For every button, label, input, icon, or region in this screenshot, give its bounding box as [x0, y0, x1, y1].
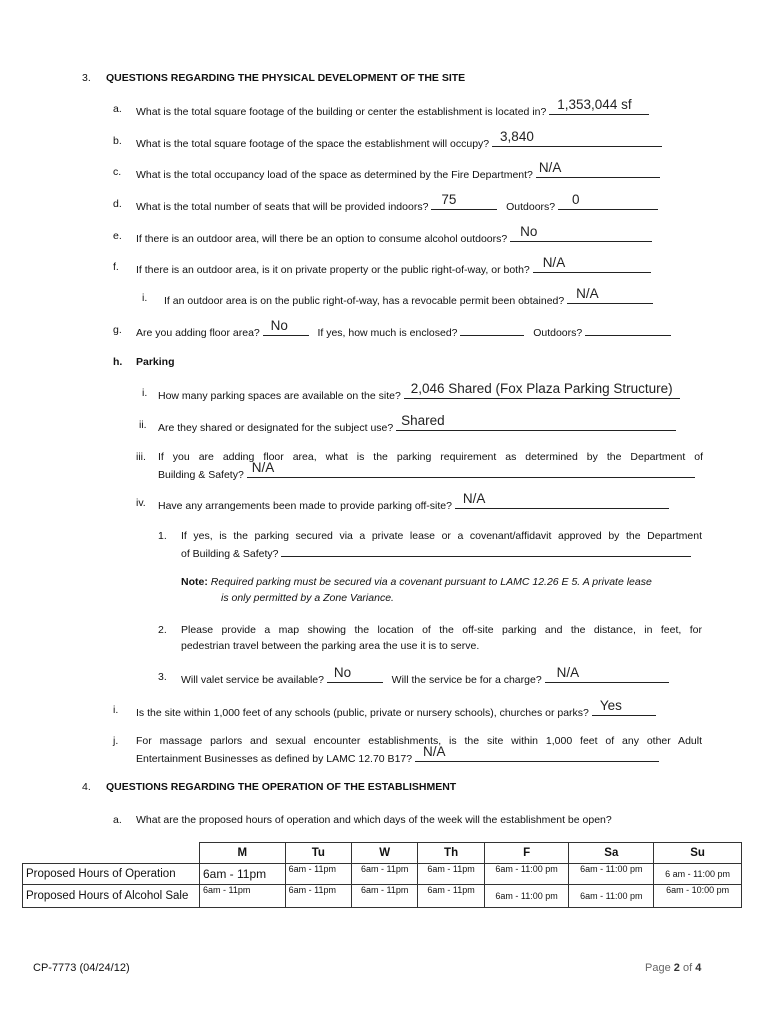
day-header-su: Su	[654, 843, 742, 864]
parking-iv-3-valet-field[interactable]	[327, 665, 383, 683]
hours-table-header-row	[23, 843, 742, 864]
hours-cell[interactable]: 6am - 11pm	[418, 885, 484, 908]
item-h-label: h.	[113, 356, 123, 368]
hours-cell[interactable]: 6 am - 11:00 pm	[654, 864, 742, 885]
section-3-title: QUESTIONS REGARDING THE PHYSICAL DEVELOPMENT OF THE SITE	[106, 72, 466, 84]
section-4-a-label: a.	[113, 814, 122, 826]
section-4-title: QUESTIONS REGARDING THE OPERATION OF THE ESTABLISHMENT	[106, 781, 457, 793]
parking-iv-1-answer-field[interactable]	[281, 545, 691, 557]
item-f-i-question-text: If an outdoor area is on the public right-of-way, has a revocable permit been obtained?	[164, 295, 565, 307]
parking-iii-answer: N/A	[251, 460, 275, 475]
parking-iv-2-question-line2: pedestrian travel between the parking area the use it is to serve.	[181, 640, 480, 652]
form-id: CP-7773 (04/24/12)	[33, 962, 130, 974]
parking-iv-3-charge-text: Will the service be for a charge?	[391, 674, 542, 686]
item-g-answer: No	[270, 318, 288, 333]
note	[181, 576, 652, 588]
parking-iv-3-charge-field[interactable]	[545, 665, 669, 683]
hours-cell[interactable]: 6am - 10:00 pm	[654, 885, 742, 908]
item-a-answer-field[interactable]	[549, 97, 649, 115]
item-d-outdoors-label: Outdoors?	[506, 201, 556, 213]
hours-cell[interactable]: 6am - 11pm	[352, 885, 418, 908]
item-j-label: j.	[113, 735, 119, 747]
item-j-question-line2	[136, 744, 659, 765]
parking-i-answer-field[interactable]	[404, 381, 680, 399]
item-c-question-text: What is the total occupancy load of the space as determined by the Fire Department?	[136, 169, 533, 181]
item-d-outdoor-answer: 0	[572, 192, 580, 207]
item-a-label: a.	[113, 103, 122, 115]
item-e-label: e.	[113, 230, 122, 242]
item-a-question	[136, 97, 649, 118]
parking-iv-question-text: Have any arrangements been made to provide parking off-site?	[158, 500, 452, 512]
parking-ii-question-text: Are they shared or designated for the subject use?	[158, 422, 394, 434]
item-a-question-text: What is the total square footage of the building or center the establishment is located in?	[136, 106, 547, 118]
parking-iii-question-line1: If you are adding floor area, what is the parking requirement as determined by the Department of	[158, 451, 703, 463]
hours-cell[interactable]: 6am - 11pm	[285, 885, 351, 908]
section-4-number: 4.	[82, 781, 91, 793]
item-b-question	[136, 129, 662, 150]
item-d-label: d.	[113, 198, 122, 210]
parking-iv-3-valet-text: Will valet service be available?	[181, 674, 324, 686]
item-g-answer-field[interactable]	[263, 318, 309, 336]
item-i-answer-field[interactable]	[592, 698, 656, 716]
page-indicator	[645, 962, 701, 974]
hours-cell[interactable]: 6am - 11:00 pm	[569, 885, 654, 908]
item-b-label: b.	[113, 135, 122, 147]
item-f-answer: N/A	[542, 255, 566, 270]
day-header-f: F	[484, 843, 569, 864]
parking-iv-3-label: 3.	[158, 671, 167, 683]
parking-iv-1-question-text: of Building & Safety?	[181, 548, 279, 560]
item-i-label: i.	[113, 704, 119, 716]
item-d-indoor-answer: 75	[441, 192, 457, 207]
item-f-i-question	[164, 286, 653, 307]
item-g-outdoors-label: Outdoors?	[533, 327, 583, 339]
parking-ii-label: ii.	[139, 419, 147, 431]
hours-cell[interactable]: 6am - 11pm	[200, 864, 286, 885]
item-f-i-label: i.	[142, 292, 148, 304]
item-d-question-text: What is the total number of seats that will be provided indoors?	[136, 201, 429, 213]
parking-iv-answer-field[interactable]	[455, 491, 669, 509]
day-header-w: W	[352, 843, 418, 864]
parking-iii-question-text: Building & Safety?	[158, 469, 244, 481]
item-g-enclosed-label: If yes, how much is enclosed?	[317, 327, 458, 339]
parking-iv-3-charge-answer: N/A	[556, 665, 580, 680]
item-f-question	[136, 255, 651, 276]
item-c-answer: N/A	[538, 160, 562, 175]
parking-ii-answer-field[interactable]	[396, 413, 676, 431]
item-d-question	[136, 192, 658, 213]
item-e-answer-field[interactable]	[510, 224, 652, 242]
day-header-sa: Sa	[569, 843, 654, 864]
parking-iv-1-question-line1: If yes, is the parking secured via a private lease or a covenant/affidavit approved by the Department	[181, 530, 702, 542]
item-f-answer-field[interactable]	[533, 255, 651, 273]
item-g-label: g.	[113, 324, 122, 336]
item-c-question	[136, 160, 660, 181]
item-g-enclosed-field[interactable]	[460, 324, 524, 336]
item-j-question-text: Entertainment Businesses as defined by LAMC 12.70 B17?	[136, 753, 413, 765]
item-j-question-line1: For massage parlors and sexual encounter establishments, is the site within 1,000 feet of any other Adult	[136, 735, 702, 747]
note-text-line1: Required parking must be secured via a covenant pursuant to LAMC 12.26 E 5. A private lease	[210, 576, 652, 588]
item-i-answer: Yes	[599, 698, 622, 713]
parking-ii-question	[158, 413, 676, 434]
section-3-number: 3.	[82, 72, 91, 84]
item-g-question-text: Are you adding floor area?	[136, 327, 260, 339]
item-j-answer: N/A	[423, 744, 446, 759]
of-word: of	[682, 962, 693, 974]
item-d-outdoor-field[interactable]	[558, 192, 658, 210]
parking-iv-answer: N/A	[462, 491, 486, 506]
parking-i-question-text: How many parking spaces are available on the site?	[158, 390, 401, 402]
hours-cell[interactable]: 6am - 11:00 pm	[484, 864, 569, 885]
parking-iii-answer-field[interactable]	[247, 460, 695, 478]
item-f-i-answer-field[interactable]	[567, 286, 653, 304]
item-c-label: c.	[113, 166, 122, 178]
note-label: Note:	[181, 576, 208, 588]
parking-iv-2-label: 2.	[158, 624, 167, 636]
table-row	[23, 864, 742, 885]
item-g-question	[136, 318, 671, 339]
table-row	[23, 885, 742, 908]
item-e-question-text: If there is an outdoor area, will there be an option to consume alcohol outdoors?	[136, 233, 508, 245]
item-i-question-text: Is the site within 1,000 feet of any schools (public, private or nursery schools), churches or parks?	[136, 707, 589, 719]
item-f-question-text: If there is an outdoor area, is it on private property or the public right-of-way, or both?	[136, 264, 530, 276]
hours-table-corner	[23, 843, 200, 864]
item-d-indoor-field[interactable]	[431, 192, 497, 210]
hours-table	[22, 842, 742, 908]
hours-cell[interactable]: 6am - 11:00 pm	[569, 864, 654, 885]
hours-cell[interactable]: 6am - 11pm	[285, 864, 351, 885]
parking-i-question	[158, 381, 680, 402]
parking-iii-question-line2	[158, 460, 695, 481]
item-i-question	[136, 698, 656, 719]
parking-iv-3-valet-answer: No	[333, 665, 352, 680]
parking-i-label: i.	[142, 387, 148, 399]
day-header-tu: Tu	[285, 843, 351, 864]
hours-cell[interactable]: 6am - 11:00 pm	[484, 885, 569, 908]
parking-title: Parking	[136, 356, 175, 368]
hours-cell[interactable]: 6am - 11pm	[200, 885, 286, 908]
page-number: 2	[673, 962, 680, 974]
parking-i-answer: 2,046 Shared (Fox Plaza Parking Structure)	[410, 381, 673, 396]
hours-cell[interactable]: 6am - 11pm	[352, 864, 418, 885]
item-f-i-answer: N/A	[576, 286, 599, 301]
row-label-hours-of-operation: Proposed Hours of Operation	[23, 864, 200, 885]
parking-iv-2-question-line1: Please provide a map showing the location of the off-site parking and the distance, in feet, for	[181, 624, 702, 636]
item-b-question-text: What is the total square footage of the space the establishment will occupy?	[136, 138, 490, 150]
parking-iv-1-label: 1.	[158, 530, 167, 542]
item-e-answer: No	[520, 224, 538, 239]
item-c-answer-field[interactable]	[536, 160, 660, 178]
hours-cell[interactable]: 6am - 11pm	[418, 864, 484, 885]
item-g-outdoors-field[interactable]	[585, 324, 671, 336]
item-a-answer: 1,353,044 sf	[557, 97, 632, 112]
day-header-m: M	[200, 843, 286, 864]
parking-iii-label: iii.	[136, 451, 146, 463]
parking-iv-label: iv.	[136, 497, 146, 509]
page-word: Page	[645, 962, 671, 974]
parking-ii-answer: Shared	[401, 413, 445, 428]
note-text-line2: is only permitted by a Zone Variance.	[221, 592, 394, 604]
item-j-answer-field[interactable]	[415, 744, 659, 762]
day-header-th: Th	[418, 843, 484, 864]
parking-iv-1-question-line2	[181, 545, 691, 560]
item-b-answer-field[interactable]	[492, 129, 662, 147]
section-4-a-question: What are the proposed hours of operation and which days of the week will the establishment be open?	[136, 814, 612, 826]
row-label-hours-of-alcohol-sale: Proposed Hours of Alcohol Sale	[23, 885, 200, 908]
parking-iv-3-question	[181, 665, 669, 686]
item-f-label: f.	[113, 261, 119, 273]
item-e-question	[136, 224, 652, 245]
item-b-answer: 3,840	[500, 129, 534, 144]
parking-iv-question	[158, 491, 669, 512]
page-total: 4	[695, 962, 702, 974]
